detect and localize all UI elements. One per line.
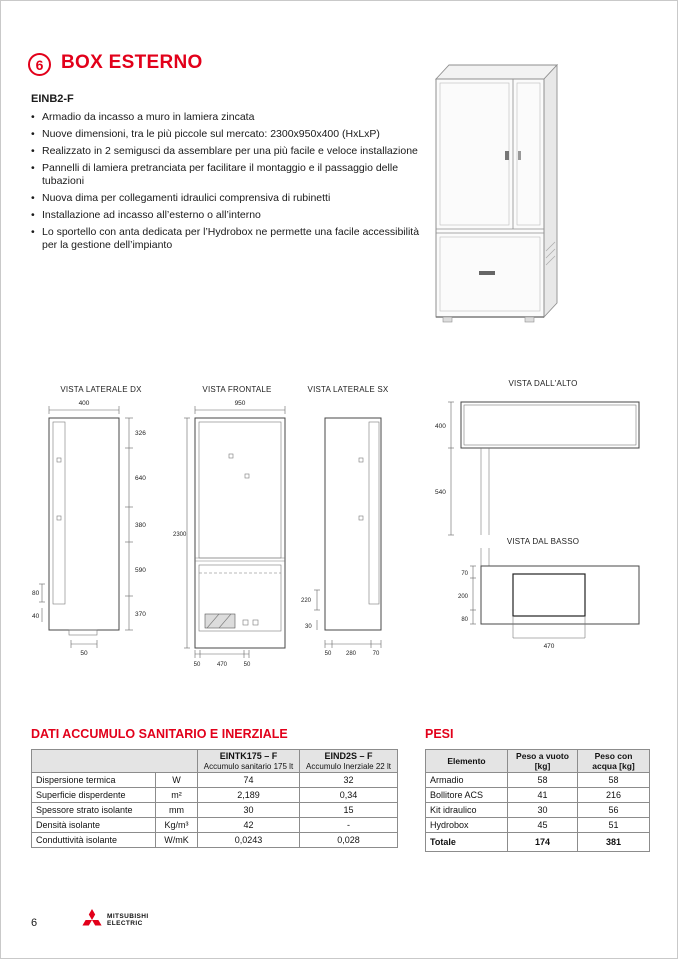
dati-col2-name: EIND2S – F [324,751,373,761]
dim-label: 50 [193,662,201,668]
view-top-label: VISTA DALL'ALTO [508,379,578,388]
dim-label: 950 [234,400,246,407]
dati-col2-sub: Accumulo Inerziale 22 lt [306,762,391,771]
row-value: 58 [578,773,650,788]
row-label: Bollitore ACS [426,788,508,803]
dim-label: 470 [216,662,228,668]
row-value: 42 [198,818,300,833]
table-row [426,803,650,818]
feature-list [31,111,423,256]
row-value: 74 [198,773,300,788]
feature-item: • Lo sportello con anta dedicata per l’Hydrobox ne permette una facile accessibilità per la gestione dell’impianto [31,226,423,252]
dim-label: 380 [135,522,146,529]
row-value: 45 [508,818,578,833]
pesi-header-peso-acqua: Peso con acqua [kg] [578,750,650,773]
row-label: Superficie disperdente [32,788,156,803]
dim-label: 470 [543,643,555,650]
row-value: 0,028 [300,833,398,848]
view-frontal [173,385,301,693]
row-value: 30 [508,803,578,818]
dim-label: 540 [435,489,446,496]
table-row [32,803,398,818]
row-unit: mm [156,803,198,818]
dim-label: 640 [135,475,146,482]
table-row [32,788,398,803]
brand-line1: MITSUBISHI [107,913,149,920]
dati-table-title: DATI ACCUMULO SANITARIO E INERZIALE [31,727,288,741]
pesi-header-peso-vuoto: Peso a vuoto [kg] [508,750,578,773]
dim-label: 80 [461,617,468,623]
row-value: 381 [578,833,650,852]
feature-item: • Armadio da incasso a muro in lamiera zincata [31,111,423,124]
mitsubishi-diamonds-icon [81,909,103,931]
dim-label: 280 [345,651,357,657]
view-bottom-drawing [429,548,657,668]
view-top [429,379,657,543]
pesi-table [425,749,650,852]
pesi-table-title: PESI [425,727,454,741]
brand-text [107,913,149,927]
table-row [426,773,650,788]
dim-label: 40 [32,613,40,620]
row-label: Armadio [426,773,508,788]
row-unit: W [156,773,198,788]
table-row [426,788,650,803]
brand-line2: ELECTRIC [107,920,143,927]
row-value: 30 [198,803,300,818]
model-name: EINB2-F [31,93,74,105]
dati-col1-name: EINTK175 – F [219,751,278,761]
row-label: Kit idraulico [426,803,508,818]
view-frontal-label: VISTA FRONTALE [202,385,272,394]
dati-header-row [32,750,398,773]
total-row [426,833,650,852]
cabinet-illustration-svg [421,51,576,346]
table-row [32,833,398,848]
row-value: 32 [300,773,398,788]
feature-item: • Installazione ad incasso all’esterno o all’interno [31,209,423,222]
view-frontal-drawing [173,396,299,688]
view-lateral-sx [299,385,397,693]
dim-label: 200 [457,594,468,600]
feature-item: • Nuove dimensioni, tra le più piccole sul mercato: 2300x950x400 (HxLxP) [31,128,423,141]
technical-drawings [1,379,678,709]
view-lateral-dx [31,385,171,693]
view-bottom [429,537,657,673]
view-bottom-label: VISTA DAL BASSO [506,537,580,546]
footer-page-number: 6 [31,917,38,929]
dati-header-empty [32,750,198,773]
dim-label: 50 [324,651,332,657]
dim-label: 220 [301,598,312,604]
dim-label: 2300 [173,532,187,538]
row-value: 2,189 [198,788,300,803]
row-label: Dispersione termica [32,773,156,788]
pesi-header-row [426,750,650,773]
row-unit: Kg/m³ [156,818,198,833]
view-lateral-dx-drawing [31,396,166,688]
dati-col1-sub: Accumulo sanitario 175 lt [203,762,294,771]
row-label: Spessore strato isolante [32,803,156,818]
row-label: Conduttività isolante [32,833,156,848]
row-label: Totale [426,833,508,852]
page-title: BOX ESTERNO [61,52,203,73]
row-value: 41 [508,788,578,803]
row-value: 51 [578,818,650,833]
row-value: 58 [508,773,578,788]
view-top-drawing [429,390,657,538]
row-value: 0,34 [300,788,398,803]
view-lateral-sx-label: VISTA LATERALE SX [307,385,389,394]
feature-item: • Realizzato in 2 semigusci da assemblare per una più facile e veloce installazione [31,145,423,158]
dati-table [31,749,398,848]
dim-label: 400 [435,423,446,430]
dim-label: 50 [243,662,251,668]
row-value: 56 [578,803,650,818]
dati-header-col2 [300,750,398,773]
section-number-badge: 6 [28,53,51,76]
row-label: Densità isolante [32,818,156,833]
feature-item: • Nuova dima per collegamenti idraulici comprensiva di rubinetti [31,192,423,205]
pesi-header-elemento: Elemento [426,750,508,773]
dim-label: 80 [32,590,40,597]
dim-label: 50 [80,650,88,657]
dim-label: 30 [305,624,312,630]
table-row [426,818,650,833]
brand-logo [81,909,149,931]
row-value: 216 [578,788,650,803]
row-unit: m² [156,788,198,803]
dim-label: 70 [372,651,380,657]
row-value: 174 [508,833,578,852]
row-label: Hydrobox [426,818,508,833]
dim-label: 326 [135,430,146,437]
row-value: 0,0243 [198,833,300,848]
cabinet-illustration [421,51,576,351]
feature-item: • Pannelli di lamiera pretranciata per facilitare il montaggio e il passaggio delle tubazioni [31,162,423,188]
row-unit: W/mK [156,833,198,848]
row-value: - [300,818,398,833]
table-row [32,773,398,788]
view-lateral-dx-label: VISTA LATERALE DX [60,385,142,394]
view-lateral-sx-drawing [299,396,397,688]
dim-label: 370 [135,611,146,618]
dim-label: 70 [461,571,468,577]
table-row [32,818,398,833]
dati-header-col1 [198,750,300,773]
dim-label: 590 [135,567,146,574]
dim-label: 400 [78,400,90,407]
row-value: 15 [300,803,398,818]
